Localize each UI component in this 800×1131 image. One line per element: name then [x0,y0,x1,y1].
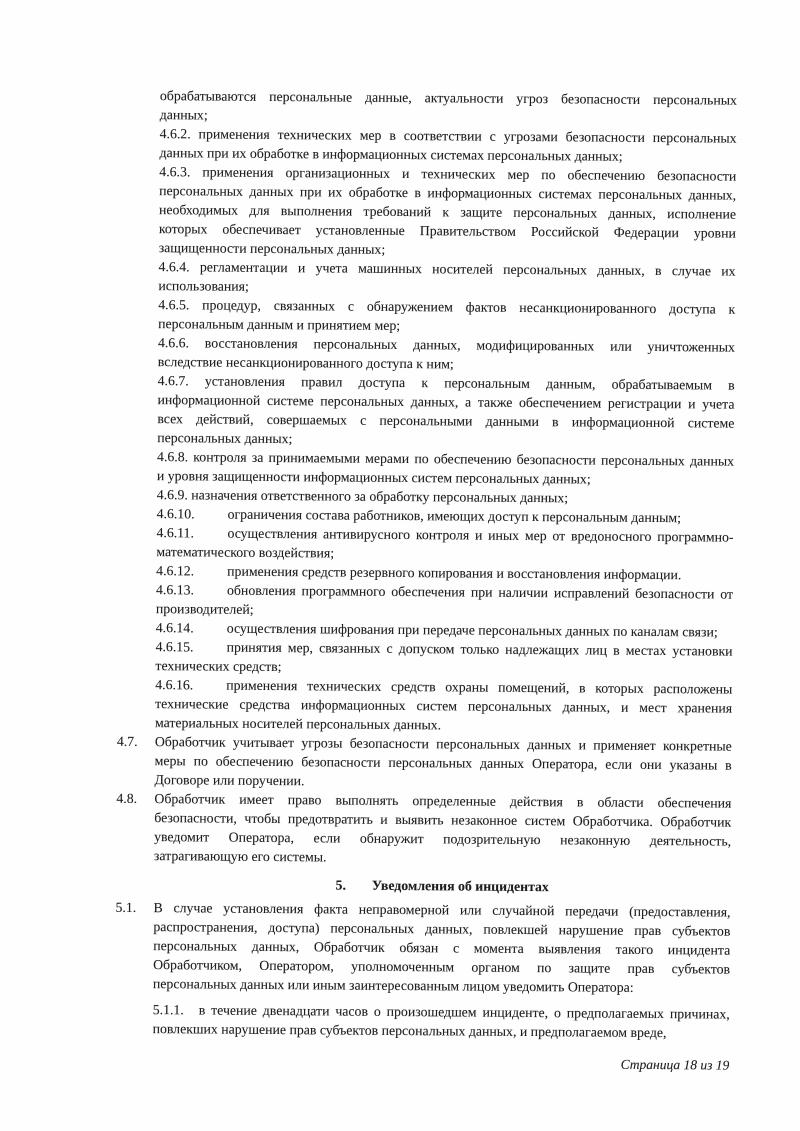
section-title: Уведомления об инцидентах [371,877,549,895]
item-number: 5.1.1. [152,1002,184,1018]
text-line: персональным данным и принятием мер; [158,316,401,334]
text-line: персональных данных или иным заинтересованным лицом уведомить Оператора: [152,976,634,995]
text-line: 4.8. Обработчик имеет право выполнять определенные действия в области обеспечения [116,790,732,811]
text-line: Договоре или поручении. [154,772,305,789]
item-number: 4.6.11. [156,525,194,541]
text-line: 4.6.16. применения технических средств охраны помещений, в которых расположены [155,677,733,697]
paragraph-4-8 [116,789,732,870]
item-number: 4.6.12. [156,563,195,579]
paragraph-continuation [157,371,735,452]
page-footer: Страница 18 из 19 [620,1056,730,1073]
text-line: 4.6.6. восстановления персональных данных, модифицированных или уничтоженных [157,335,736,355]
page-content [115,86,737,1075]
text-line: персональных данных, Обработчик обязан с момента выявления такого инцидента [153,938,731,958]
paragraph-4-6-13 [156,580,733,623]
text-line: 4.6.7. установления правил доступа к персональным данным, обрабатываемым в [157,373,735,393]
text-line: информационной системе персональных данных, а также обеспечением регистрации и учета [157,392,735,412]
section-number: 5. [335,877,347,893]
text-line: 5.1.1. в течение двенадцати часов о произошедшем инциденте, о предполагаемых причинах, [152,1002,730,1022]
text-line: материальных носителей персональных данных. [154,715,442,733]
text-line: 4.7. Обработчик учитывает угрозы безопасности персональных данных и применяет конкретные [116,733,732,754]
paragraph-continuation [157,447,734,490]
text-line: меры по обеспечению безопасности персональных данных Оператора, если они указаны в [154,753,732,773]
text-line: персональных данных при их обработке в информационных системах персональных данных, [159,183,737,203]
text-line: данных; [159,107,208,123]
text-line: 4.6.5. процедур, связанных с обнаружением фактов несанкционированного доступа к [158,297,736,317]
text-line: и уровня защищенности информационных систем персональных данных; [156,468,591,487]
text-line: 4.6.8. контроля за принимаемыми мерами по обеспечению безопасности персональных данных [157,449,735,469]
paragraph-continuation [160,86,737,129]
section-heading [154,874,731,898]
text-line: всех действий, совершаемых с персональными данными в информационной системе [157,411,735,431]
paragraph-continuation [159,124,736,167]
text-line: 5.1. В случае установления факта неправомерной или случайной передачи (предоставления, [115,899,731,920]
text-line: обрабатываются персональные данные, актуальности угроз безопасности персональных [159,88,737,108]
paragraph-continuation [158,257,735,300]
paragraph-continuation [158,295,735,338]
text-line: 4.6.4. регламентации и учета машинных носителей персональных данных, в случае их [158,259,736,279]
item-number: 4.7. [116,733,138,749]
text-line: затрагивающую его системы. [153,848,327,865]
paragraph-5-1 [115,898,731,998]
item-number: 4.6.15. [155,639,194,655]
text-line: 4.6.15. принятия мер, связанных с допуском только надлежащих лиц в местах установки [155,639,733,659]
item-number: 5.1. [115,899,137,915]
text-line: защищенности персональных данных; [158,240,386,257]
paragraph-4-6-11 [156,523,733,566]
text-line: 4.6.3. применения организационных и технических мер по обеспечению безопасности [159,164,737,184]
text-line: повлекших нарушение прав субъектов персональных данных, и предполагаемом вреде, [152,1021,667,1041]
text-line: персональных данных; [157,430,293,447]
text-line: вследствие несанкционированного доступа к ним; [157,354,454,372]
paragraph-4-6-15 [155,637,732,680]
item-number: 4.6.16. [155,677,194,693]
text-line: необходимых для выполнения требований к защите персональных данных, исполнение [158,202,737,222]
paragraph-4-6-16 [155,675,732,737]
text-line: математического воздействия; [156,544,335,561]
text-line: 4.6.9. назначения ответственного за обработку персональных данных; [156,487,569,506]
text-line: 4.6.13. обновления программного обеспечения при наличии исправлений безопасности от [155,582,734,602]
item-number: 4.8. [116,790,138,806]
text-line: безопасности, чтобы предотвратить и выявить незаконное систем Обработчика. Обработчик [154,810,732,830]
paragraph-4-7 [116,732,732,794]
text-line: технических средств; [155,658,282,675]
text-line: использования; [158,278,249,294]
item-number: 4.6.13. [155,582,195,598]
item-number: 4.6.10. [156,506,195,522]
text-line: данных при их обработке в информационных системах персональных данных; [159,145,623,164]
text-line: распространения, доступа) персональных данных, повлекшей нарушение прав субъектов [153,919,731,939]
text-line: технические средства информационных систем персональных данных, и мест хранения [155,696,733,716]
text-line: 4.6.10. ограничения состава работников, имеющих доступ к персональным данным; [156,506,682,526]
text-line: производителей; [155,601,254,617]
text-line: Обработчиком, Оператором, уполномоченным органом по защите прав субъектов [153,957,731,977]
paragraph-continuation [159,162,737,262]
text-line: 4.6.11. осуществления антивирусного контроля и иных мер от вредоносного программно- [156,525,734,545]
text-line: 4.6.14. осуществления шифрования при передаче персональных данных по каналам связи; [155,620,718,640]
paragraph-continuation [158,333,735,376]
text-line: которых обеспечивает установленные Правительством Российской Федерации уровни [158,221,736,241]
paragraph-list [115,86,737,1043]
item-number: 4.6.14. [155,620,194,636]
paragraph-5-1-1 [153,1000,730,1043]
text-line: 4.6.2. применения технических мер в соответствии с угрозами безопасности персональных [159,126,737,146]
text-line: 4.6.12. применения средств резервного копирования и восстановления информации. [156,563,682,583]
text-line: уведомит Оператора, если обнаружит подозрительную незаконную деятельность, [154,829,732,849]
